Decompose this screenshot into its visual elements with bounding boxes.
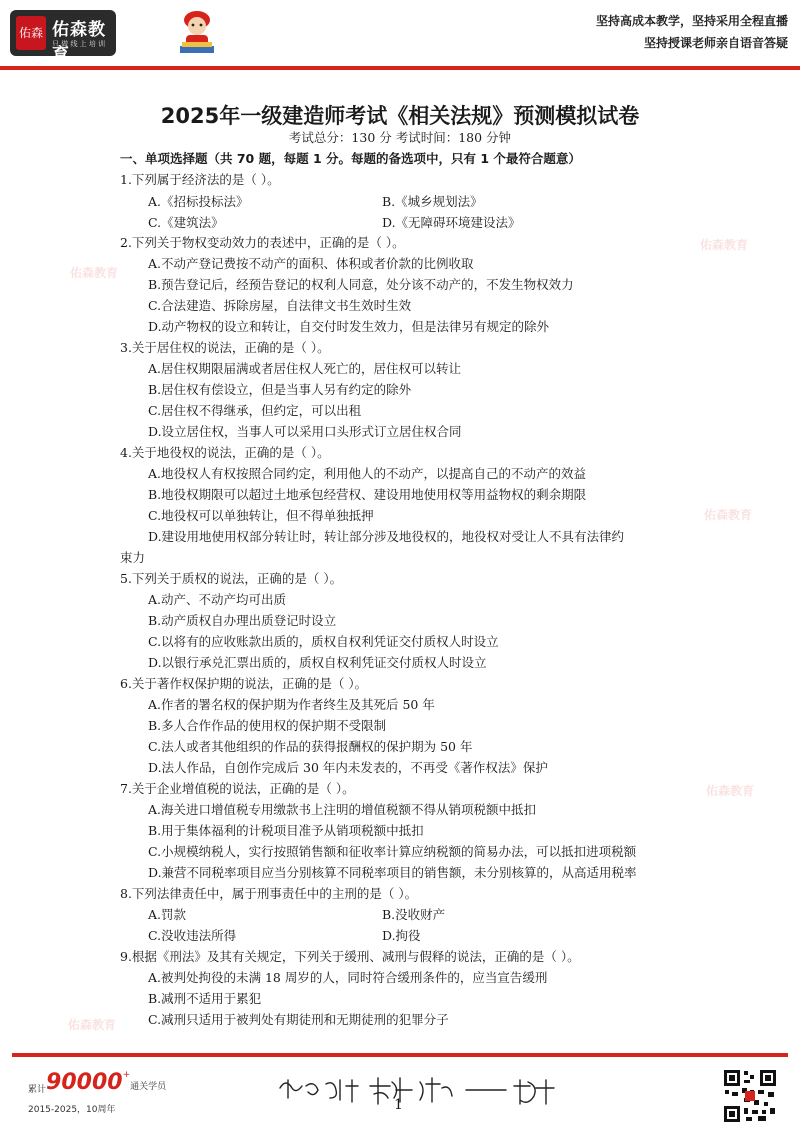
question-9-option-c: C.减刑只适用于被判处有期徒刑和无期徒刑的犯罪分子 [148,1012,449,1027]
question-8-option-a: A.罚款 [148,907,187,922]
question-5-option-c: C.以将有的应收账款出质的，质权自权利凭证交付质权人时设立 [148,634,499,649]
logo-name: 佑森教育 [52,20,106,65]
student-count-number: 90000 [46,1070,123,1095]
exam-title: 2025年一级建造师考试《相关法规》预测模拟试卷 [160,104,640,128]
watermark: 佑森教育 [706,784,755,798]
qr-code [722,1068,778,1124]
watermark: 佑森教育 [700,238,749,252]
question-3-option-a: A.居住权期限届满或者居住权人死亡的，居住权可以转让 [148,361,462,376]
question-5-stem: 5.下列关于质权的说法，正确的是（ ）。 [120,571,343,586]
question-7-option-a: A.海关进口增值税专用缴款书上注明的增值税额不得从销项税额中抵扣 [148,802,537,817]
question-2-option-b: B.预告登记后，经预告登记的权利人同意，处分该不动产的，不发生物权效力 [148,277,574,292]
question-1-stem: 1.下列属于经济法的是（ ）。 [120,172,280,187]
question-9-stem: 9.根据《刑法》及其有关规定，下列关于缓刑、减刑与假释的说法，正确的是（ ）。 [120,949,580,964]
question-3-option-d: D.设立居住权，当事人可以采用口头形式订立居住权合同 [148,424,462,439]
slogan-line-1: 坚持高成本教学，坚持采用全程直播 [595,14,788,28]
logo-seal: 佑森 [16,16,46,50]
question-6-option-d: D.法人作品，自创作完成后 30 年内未发表的，不再受《著作权法》保护 [148,760,548,775]
question-3-option-c: C.居住权不得继承，但约定，可以出租 [148,403,362,418]
watermark: 佑森教育 [70,266,119,280]
question-8-option-b: B.没收财产 [382,907,446,922]
brand-logo [10,10,116,65]
watermark: 佑森教育 [704,508,753,522]
question-8-option-d: D.拘役 [382,928,421,943]
question-5-option-a: A.动产、不动产均可出质 [148,592,287,607]
student-count-plus: + [122,1070,131,1080]
student-count [28,1070,166,1095]
slogan-line-2: 坚持授课老师亲自语音答疑 [643,36,788,50]
question-1-option-c: C.《建筑法》 [148,215,224,230]
handwritten-signature [270,1068,560,1112]
question-4-option-d: D.建设用地使用权部分转让时，转让部分涉及地役权的，地役权对受让人不具有法律约 [148,529,625,544]
header-divider [0,66,800,70]
question-4-stem: 4.关于地役权的说法，正确的是（ ）。 [120,445,330,460]
question-4-option-d-continued: 束力 [120,550,146,565]
watermark: 佑森教育 [68,1018,117,1032]
page-number: 1 [394,1097,403,1113]
question-6-option-b: B.多人合作作品的使用权的保护期不受限制 [148,718,387,733]
question-7-option-c: C.小规模纳税人，实行按照销售额和征收率计算应纳税额的简易办法，可以抵扣进项税额 [148,844,637,859]
section-heading: 一、单项选择题（共 70 题，每题 1 分。每题的备选项中，只有 1 个最符合题意） [120,151,581,166]
exam-subtitle: 考试总分：130 分 考试时间：180 分钟 [288,130,512,145]
question-6-stem: 6.关于著作权保护期的说法，正确的是（ ）。 [120,676,368,691]
question-9-option-b: B.减刑不适用于累犯 [148,991,262,1006]
question-3-option-b: B.居住权有偿设立，但是当事人另有约定的除外 [148,382,412,397]
anniversary-text: 2015-2025，10周年 [28,1105,116,1115]
question-6-option-a: A.作者的署名权的保护期为作者终生及其死后 50 年 [148,697,435,712]
question-4-option-b: B.地役权期限可以超过土地承包经营权、建设用地使用权等用益物权的剩余期限 [148,487,587,502]
question-1-option-b: B.《城乡规划法》 [382,194,483,209]
question-8-stem: 8.下列法律责任中，属于刑事责任中的主刑的是（ ）。 [120,886,418,901]
question-2-option-a: A.不动产登记费按不动产的面积、体积或者价款的比例收取 [148,256,474,271]
question-4-option-a: A.地役权人有权按照合同约定，利用他人的不动产，以提高自己的不动产的效益 [148,466,587,481]
question-2-stem: 2.下列关于物权变动效力的表述中，正确的是（ ）。 [120,235,405,250]
footer-divider [12,1053,788,1057]
question-1-option-a: A.《招标投标法》 [148,194,249,209]
question-9-option-a: A.被判处拘役的未满 18 周岁的人，同时符合缓刑条件的，应当宣告缓刑 [148,970,548,985]
question-3-stem: 3.关于居住权的说法，正确的是（ ）。 [120,340,330,355]
slogans [596,10,788,54]
question-1-option-d: D.《无障碍环境建设法》 [382,215,521,230]
question-5-option-b: B.动产质权自办理出质登记时设立 [148,613,337,628]
logo-subtitle: 只 做 线 上 培 训 [52,40,106,48]
student-count-suffix: 通关学员 [130,1082,167,1092]
question-6-option-c: C.法人或者其他组织的作品的获得报酬权的保护期为 50 年 [148,739,473,754]
page-header [0,0,800,80]
mascot-illustration [172,6,222,56]
question-7-option-b: B.用于集体福利的计税项目准予从销项税额中抵扣 [148,823,424,838]
question-2-option-d: D.动产物权的设立和转让，自交付时发生效力，但是法律另有规定的除外 [148,319,550,334]
question-7-option-d: D.兼营不同税率项目应当分别核算不同税率项目的销售额，未分别核算的，从高适用税率 [148,865,637,880]
question-5-option-d: D.以银行承兑汇票出质的，质权自权利凭证交付质权人时设立 [148,655,487,670]
question-2-option-c: C.合法建造、拆除房屋，自法律文书生效时生效 [148,298,412,313]
question-8-option-c: C.没收违法所得 [148,928,237,943]
student-count-prefix: 累计 [28,1085,47,1095]
question-7-stem: 7.关于企业增值税的说法，正确的是（ ）。 [120,781,355,796]
question-4-option-c: C.地役权可以单独转让，但不得单独抵押 [148,508,374,523]
